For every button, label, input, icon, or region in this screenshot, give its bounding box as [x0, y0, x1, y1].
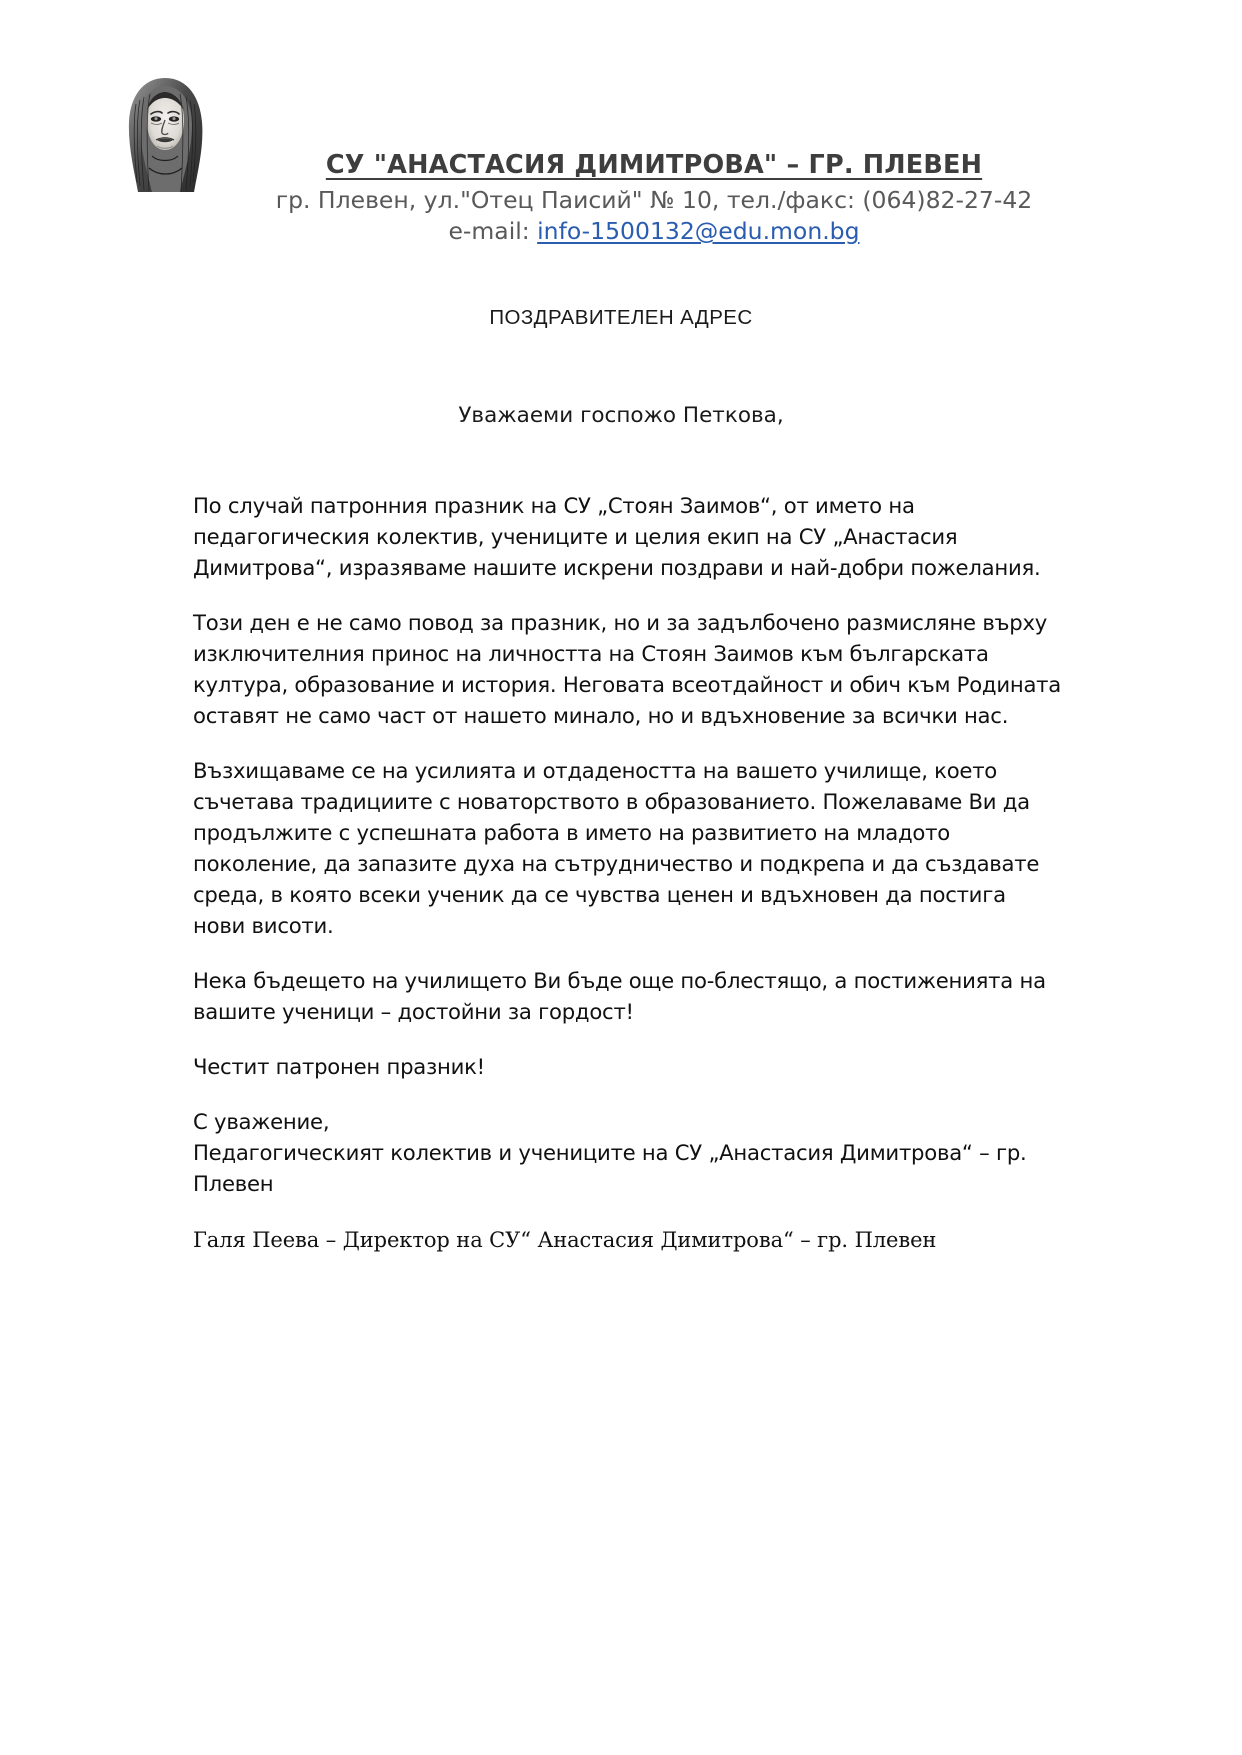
school-name: СУ "АНАСТАСИЯ ДИМИТРОВА" – ГР. ПЛЕВЕН — [325, 150, 983, 180]
paragraph: Този ден е не само повод за празник, но и за задълбочено размисляне върху изключителния принос на личността на Стоян Заимов към българската култура, образование и история. Неговата всеотдайност и обич към Родината оставят не само част от нашето минало, но и вдъхновение за всички нас. — [193, 610, 1062, 728]
closing-regards: С уважение, — [193, 1109, 330, 1134]
email-label: e-mail: — [448, 217, 538, 245]
paragraph: Възхищаваме се на усилията и отдадеността на вашето училище, което съчетава традициите с новаторството в образованието. Пожелаваме Ви да продължите с успешната работа в името на развитието на младото поколение, да запазите духа на сътрудничество и подкрепа и да създавате среда, в която всеки ученик да се чувства ценен и вдъхновен да постига нови висоти. — [193, 758, 1040, 938]
school-email-row — [214, 217, 1094, 245]
closing-signature: Педагогическият колектив и учениците на СУ „Анастасия Димитрова“ – гр. Плевен — [193, 1140, 1027, 1196]
paragraph: По случай патронния празник на СУ „Стоян Заимов“, от името на педагогическия колектив, учениците и целия екип на СУ „Анастасия Димитрова“, изразяваме нашите искрени поздрави и най-добри пожелания. — [193, 493, 1041, 580]
paragraph: Честит патронен празник! — [193, 1054, 485, 1079]
director-signature: Галя Пеева – Директор на СУ“ Анастасия Димитрова“ – гр. Плевен — [193, 1228, 937, 1252]
portrait-sketch-icon — [116, 70, 214, 192]
paragraph: Нека бъдещето на училището Ви бъде още по-блестящо, а постиженията на вашите ученици – достойни за гордост! — [193, 968, 1046, 1024]
email-link[interactable]: info-1500132@edu.mon.bg — [537, 217, 860, 245]
school-address: гр. Плевен, ул."Отец Паисий" № 10, тел./факс: (064)82-27-42 — [275, 186, 1033, 214]
letterhead-text — [214, 62, 1094, 245]
salutation: Уважаеми госпожо Петкова, — [458, 403, 784, 428]
school-logo — [116, 70, 214, 192]
letter-body — [193, 490, 1063, 1255]
document-title: ПОЗДРАВИТЕЛЕН АДРЕС — [489, 306, 753, 329]
